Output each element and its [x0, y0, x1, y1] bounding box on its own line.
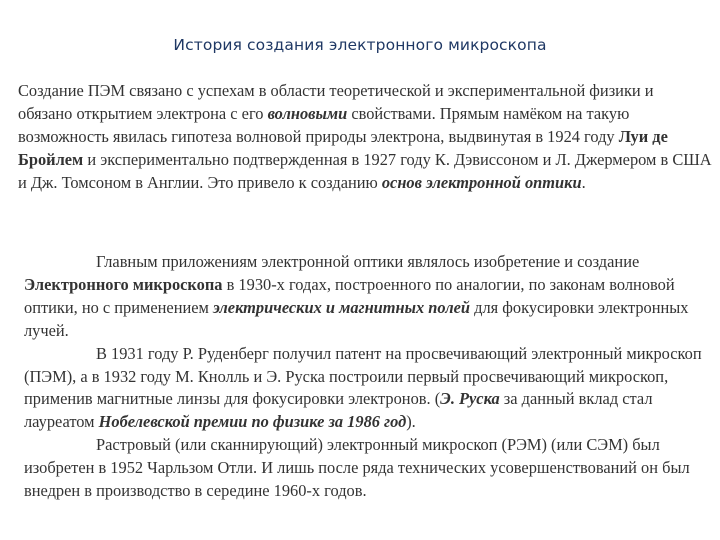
text-run: Создание ПЭМ связано с успехам в области теоретической и экспериментальной физики и обязано открытием электрона с его: [18, 81, 654, 123]
emphasis-wave-properties: волновыми: [267, 103, 348, 123]
emphasis-nobel-prize: Нобелевской премии по физике за 1986 год: [98, 412, 407, 432]
slide-title: История создания электронного микроскопа: [173, 36, 547, 54]
intro-text-block: [18, 80, 712, 195]
text-run: Главным приложениям электронной оптики являлось изобретение и создание: [96, 252, 640, 271]
emphasis-ruska: Э. Руска: [440, 389, 500, 409]
text-run: за данный вклад стал лауреатом: [24, 389, 653, 432]
paragraph-intro: [18, 80, 712, 195]
emphasis-electron-optics: основ электронной оптики: [381, 172, 582, 192]
text-run: для фокусировки электронных лучей.: [24, 297, 689, 340]
text-run: ).: [406, 412, 416, 432]
text-run: в 1930-х годах, построенного по аналогии, по законам волновой оптики, но с применением: [24, 274, 675, 317]
text-run: В 1931 году Р. Руденберг получил патент на просвечивающий электронный микроскоп (ПЭМ), а в 1932 году М. Кнолль и Э. Руска построили первый просвечивающий микроскоп, применив магнитные линзы для фокусировки электронов. (: [24, 343, 702, 409]
paragraph-sem-history: [24, 434, 714, 503]
emphasis-electron-microscope: Электронного микроскопа: [24, 274, 223, 294]
emphasis-de-broglie: Луи де Бройлем: [18, 126, 668, 169]
text-run: .: [581, 172, 586, 192]
paragraph-tem-history: [24, 343, 714, 435]
text-run: Растровый (или сканнирующий) электронный микроскоп (РЭМ) (или СЭМ) был изобретен в 1952 Чарльзом Отли. И лишь после ряда технических усовершенствований он был внедрен в производство в середине 1960-х годов.: [24, 435, 690, 501]
paragraph-electron-optics: [24, 251, 714, 343]
emphasis-fields: электрических и магнитных полей: [213, 297, 471, 317]
text-run: свойствами. Прямым намёком на такую возможность явилась гипотеза волновой природы электрона, выдвинутая в 1924 году: [18, 103, 630, 146]
history-text-block: [24, 251, 714, 503]
text-run: и экспериментально подтвержденная в 1927 году К. Дэвиссоном и Л. Джермером в США и Дж. Томсоном в Англии. Это привело к созданию: [18, 149, 712, 192]
